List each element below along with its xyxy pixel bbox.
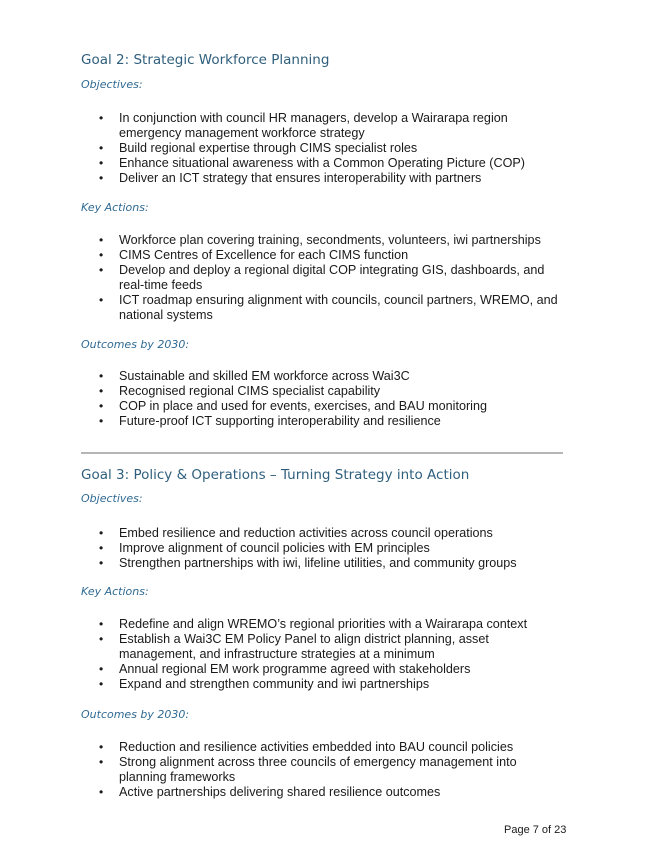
goal-3-outcomes-heading: Outcomes by 2030: (81, 708, 190, 721)
section-divider (81, 452, 563, 454)
list-item: • COP in place and used for events, exercises, and BAU monitoring (97, 399, 567, 414)
list-item: • Build regional expertise through CIMS specialist roles (97, 141, 567, 156)
list-item: • Deliver an ICT strategy that ensures interoperability with partners (97, 171, 567, 186)
goal-3-title: Goal 3: Policy & Operations – Turning Strategy into Action (81, 467, 470, 483)
list-item: • Strengthen partnerships with iwi, lifeline utilities, and community groups (97, 556, 567, 571)
goal-3-objectives-heading: Objectives: (81, 492, 143, 505)
list-item: • Redefine and align WREMO’s regional priorities with a Wairarapa context (97, 617, 567, 632)
list-item: • Annual regional EM work programme agreed with stakeholders (97, 662, 567, 677)
list-item: • ICT roadmap ensuring alignment with councils, council partners, WREMO, and national systems (97, 293, 567, 323)
list-item: • Recognised regional CIMS specialist capability (97, 384, 567, 399)
list-item: • Future-proof ICT supporting interoperability and resilience (97, 414, 567, 429)
list-item: • Enhance situational awareness with a Common Operating Picture (COP) (97, 156, 567, 171)
goal-2-objectives-list (97, 111, 567, 186)
list-item: • Strong alignment across three councils of emergency management into planning frameworks (97, 755, 567, 785)
list-item: • In conjunction with council HR managers, develop a Wairarapa region emergency management workforce strategy (97, 111, 567, 141)
list-item: • Active partnerships delivering shared resilience outcomes (97, 785, 567, 800)
goal-3-objectives-list (97, 526, 567, 571)
list-item: • Develop and deploy a regional digital COP integrating GIS, dashboards, and real-time feeds (97, 263, 567, 293)
list-item: • Expand and strengthen community and iwi partnerships (97, 677, 567, 692)
goal-2-actions-heading: Key Actions: (81, 201, 149, 214)
goal-2-title: Goal 2: Strategic Workforce Planning (81, 52, 330, 68)
goal-3-outcomes-list (97, 740, 567, 800)
list-item: • Improve alignment of council policies with EM principles (97, 541, 567, 556)
goal-3-actions-heading: Key Actions: (81, 585, 149, 598)
list-item: • Embed resilience and reduction activities across council operations (97, 526, 567, 541)
goal-2-actions-list (97, 233, 567, 323)
list-item: • Establish a Wai3C EM Policy Panel to align district planning, asset management, and infrastructure strategies at a minimum (97, 632, 567, 662)
list-item: • Sustainable and skilled EM workforce across Wai3C (97, 369, 567, 384)
goal-2-objectives-heading: Objectives: (81, 78, 143, 91)
goal-3-actions-list (97, 617, 567, 692)
list-item: • CIMS Centres of Excellence for each CIMS function (97, 248, 567, 263)
list-item: • Workforce plan covering training, secondments, volunteers, iwi partnerships (97, 233, 567, 248)
page-number: Page 7 of 23 (504, 824, 567, 836)
list-item: • Reduction and resilience activities embedded into BAU council policies (97, 740, 567, 755)
goal-2-outcomes-heading: Outcomes by 2030: (81, 338, 190, 351)
goal-2-outcomes-list (97, 369, 567, 429)
